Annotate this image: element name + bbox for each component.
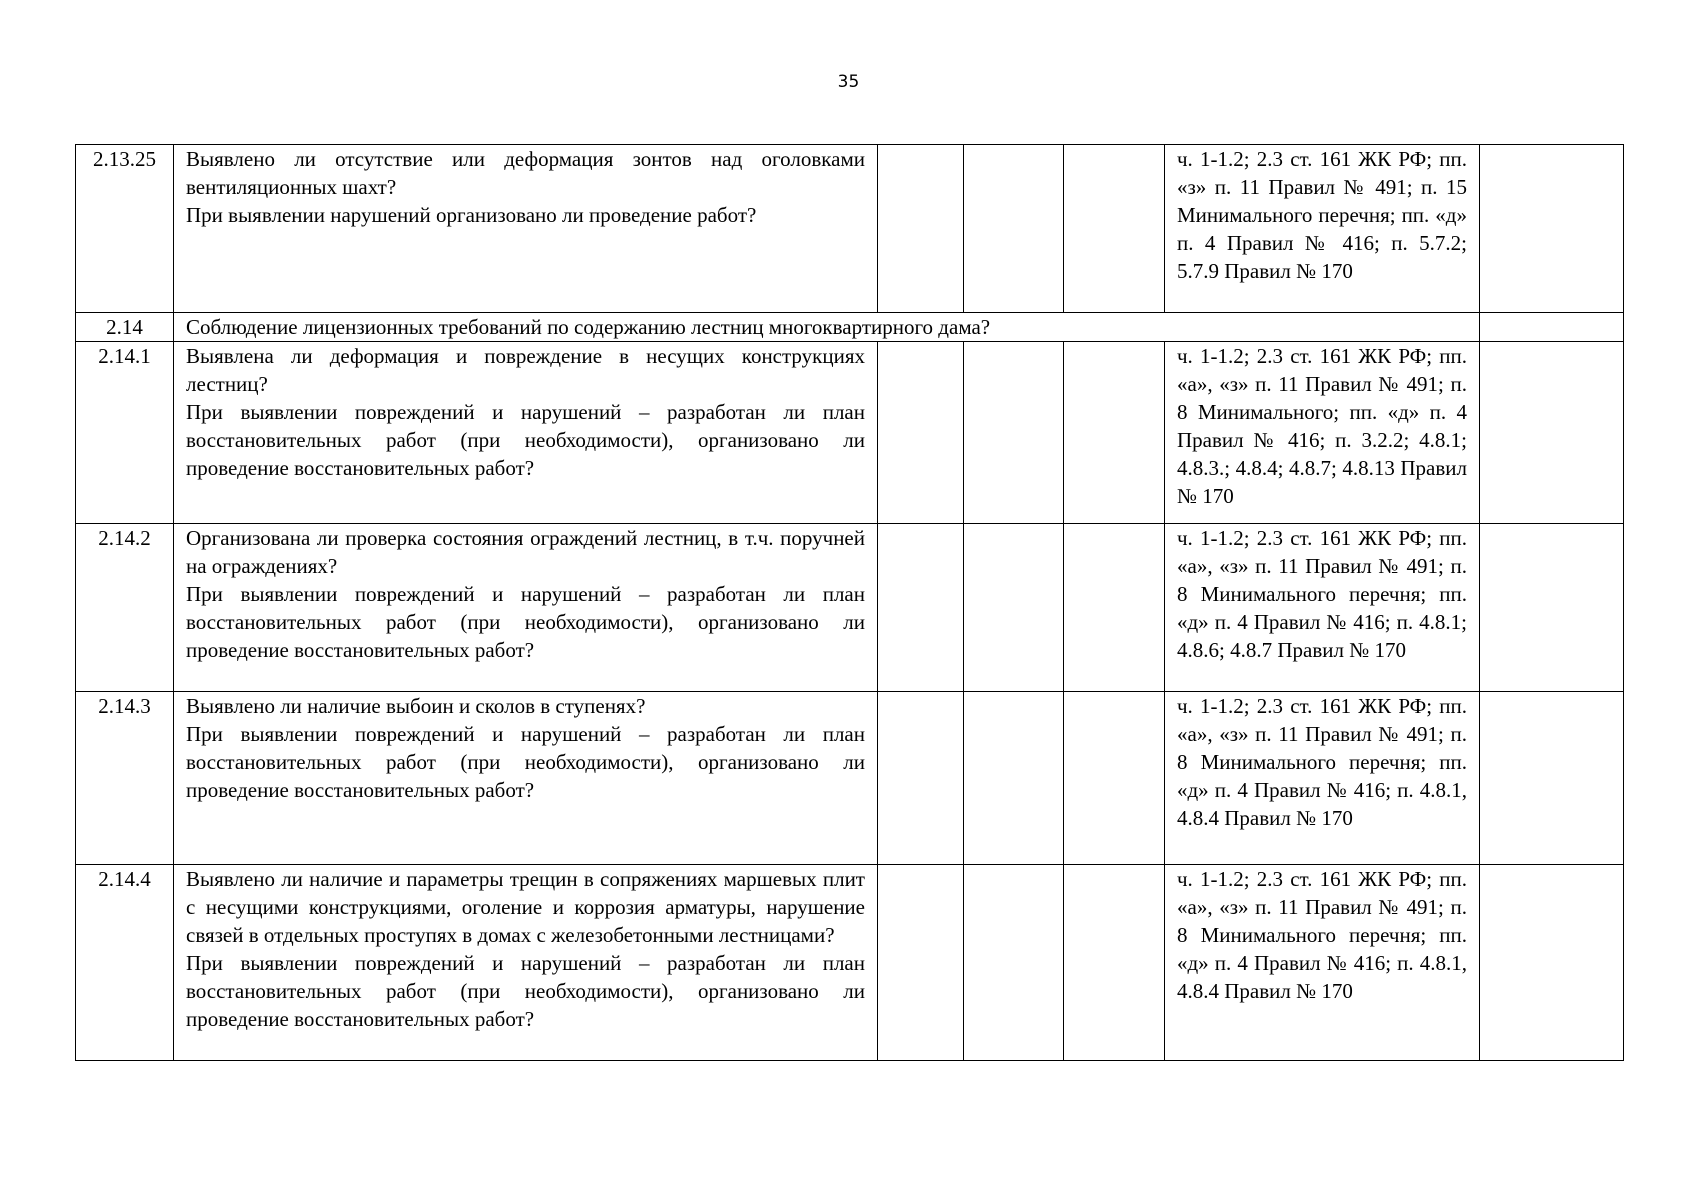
answer-yes-cell[interactable]: [878, 524, 964, 692]
answer-na-cell[interactable]: [1064, 692, 1165, 865]
answer-no-cell[interactable]: [964, 342, 1064, 524]
reference-cell: ч. 1-1.2; 2.3 ст. 161 ЖК РФ; пп. «а», «з» п. 11 Правил № 491; п. 8 Минимального перечня; пп. «д» п. 4 Правил № 416; п. 4.8.1, 4.8.4 Правил № 170: [1165, 865, 1480, 1061]
followup-text: При выявлении повреждений и нарушений – разработан ли план восстановительных работ (при необходимости), организовано ли проведение восстановительных работ?: [186, 400, 865, 480]
row-number: 2.14.4: [76, 865, 174, 1061]
answer-yes-cell[interactable]: [878, 342, 964, 524]
note-cell[interactable]: [1480, 692, 1624, 865]
question-text: Выявлено ли отсутствие или деформация зонтов над оголовками вентиляционных шахт?: [186, 147, 865, 199]
table-row: [76, 145, 1624, 313]
question-cell: [174, 692, 878, 865]
answer-no-cell[interactable]: [964, 524, 1064, 692]
followup-text: При выявлении нарушений организовано ли проведение работ?: [186, 203, 757, 227]
table-row: [76, 692, 1624, 865]
answer-na-cell[interactable]: [1064, 145, 1165, 313]
reference-cell: ч. 1-1.2; 2.3 ст. 161 ЖК РФ; пп. «а», «з» п. 11 Правил № 491; п. 8 Минимального; пп. «д» п. 4 Правил № 416; п. 3.2.2; 4.8.1; 4.8.3.; 4.8.4; 4.8.7; 4.8.13 Правил № 170: [1165, 342, 1480, 524]
followup-text: При выявлении повреждений и нарушений – разработан ли план восстановительных работ (при необходимости), организовано ли проведение восстановительных работ?: [186, 582, 865, 662]
reference-cell: ч. 1-1.2; 2.3 ст. 161 ЖК РФ; пп. «а», «з» п. 11 Правил № 491; п. 8 Минимального перечня; пп. «д» п. 4 Правил № 416; п. 4.8.1; 4.8.6; 4.8.7 Правил № 170: [1165, 524, 1480, 692]
section-number: 2.14: [76, 313, 174, 342]
answer-yes-cell[interactable]: [878, 145, 964, 313]
row-number: 2.14.2: [76, 524, 174, 692]
table-row: [76, 865, 1624, 1061]
note-cell[interactable]: [1480, 865, 1624, 1061]
table-row: [76, 524, 1624, 692]
table-row: [76, 342, 1624, 524]
question-text: Выявлено ли наличие выбоин и сколов в ступенях?: [186, 694, 646, 718]
question-text: Организована ли проверка состояния ограждений лестниц, в т.ч. поручней на ограждениях?: [186, 526, 865, 578]
reference-cell: ч. 1-1.2; 2.3 ст. 161 ЖК РФ; пп. «з» п. 11 Правил № 491; п. 15 Минимального перечня; пп. «д» п. 4 Правил № 416; п. 5.7.2; 5.7.9 Правил № 170: [1165, 145, 1480, 313]
answer-no-cell[interactable]: [964, 865, 1064, 1061]
answer-na-cell[interactable]: [1064, 342, 1165, 524]
reference-cell: ч. 1-1.2; 2.3 ст. 161 ЖК РФ; пп. «а», «з» п. 11 Правил № 491; п. 8 Минимального перечня; пп. «д» п. 4 Правил № 416; п. 4.8.1, 4.8.4 Правил № 170: [1165, 692, 1480, 865]
answer-no-cell[interactable]: [964, 145, 1064, 313]
answer-na-cell[interactable]: [1064, 524, 1165, 692]
followup-text: При выявлении повреждений и нарушений – разработан ли план восстановительных работ (при необходимости), организовано ли проведение восстановительных работ?: [186, 951, 865, 1031]
answer-na-cell[interactable]: [1064, 865, 1165, 1061]
question-cell: [174, 145, 878, 313]
question-text: Выявлено ли наличие и параметры трещин в сопряжениях маршевых плит с несущими конструкциями, оголение и коррозия арматуры, нарушение связей в отдельных проступях в домах с железобетонными лестницами?: [186, 867, 865, 947]
row-number: 2.14.3: [76, 692, 174, 865]
row-number: 2.14.1: [76, 342, 174, 524]
question-cell: [174, 865, 878, 1061]
page-number: 35: [837, 72, 860, 92]
answer-yes-cell[interactable]: [878, 865, 964, 1061]
note-cell[interactable]: [1480, 145, 1624, 313]
row-number: 2.13.25: [76, 145, 174, 313]
section-row: [76, 313, 1624, 342]
answer-yes-cell[interactable]: [878, 692, 964, 865]
note-cell[interactable]: [1480, 342, 1624, 524]
note-cell[interactable]: [1480, 524, 1624, 692]
answer-no-cell[interactable]: [964, 692, 1064, 865]
question-text: Выявлена ли деформация и повреждение в несущих конструкциях лестниц?: [186, 344, 865, 396]
section-title: Соблюдение лицензионных требований по содержанию лестниц многоквартирного дама?: [174, 313, 1480, 342]
note-cell[interactable]: [1480, 313, 1624, 342]
checklist-table: [75, 144, 1624, 1061]
followup-text: При выявлении повреждений и нарушений – разработан ли план восстановительных работ (при необходимости), организовано ли проведение восстановительных работ?: [186, 722, 865, 802]
question-cell: [174, 524, 878, 692]
question-cell: [174, 342, 878, 524]
